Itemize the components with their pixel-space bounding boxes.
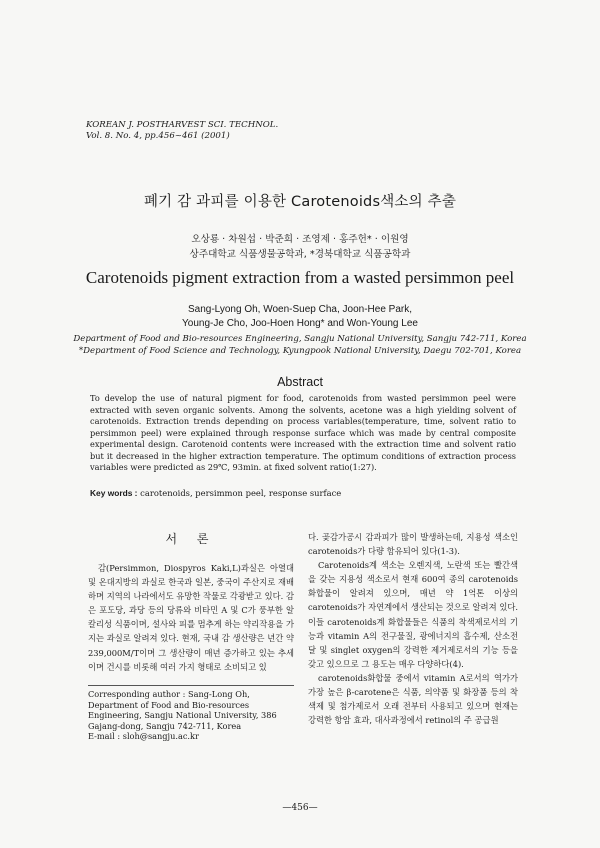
intro-paragraph-right-2: Carotenoids계 색소는 오렌지색, 노란색 또는 빨간색을 갖는 지용성 색소로서 현재 600여 종의 carotenoids 화합물이 알려져 있으며, 매년 약 1억톤 이상의 carotenoids가 자연계에서 생산되는 것으로 알려져 있다. 이들 carotenoids계 화합물들은 식품의 착색제로서의 기능과 vitamin A의 전구물질, 광에너지의 흡수제, 산소전달 및 singlet oxygen의 강력한 제거제로서의 기능 등을 갖고 있으므로 그 용도는 매우 다양하다(4).: [308, 560, 518, 669]
english-authors-line1: Sang-Lyong Oh, Woen-Suep Cha, Joon-Hee Park,: [187, 304, 413, 315]
intro-paragraph-right-3: carotenoids화합물 중에서 vitamin A로서의 역가가 가장 높은 β-carotene은 식품, 의약품 및 화장품 등의 착색제 및 첨가제로서 오래 전부터 사용되고 있으며 현재는 강력한 항암 효과, 대사과정에서 retinol의 주 공급원: [308, 672, 518, 726]
korean-title: 폐기 감 과피를 이용한 Carotenoids색소의 추출: [143, 194, 457, 210]
left-column: [88, 530, 294, 674]
english-authors: [0, 303, 600, 331]
right-column: [308, 530, 518, 727]
correspondence-author: Corresponding author : Sang-Long Oh, Department of Food and Bio-resources Engineering, Sangju National University, 386 Gajang-dong, Sangju 742-711, Korea: [88, 689, 277, 731]
abstract-heading: Abstract: [277, 375, 323, 389]
keywords-label: Key words :: [90, 488, 138, 498]
intro-paragraph-right-1: 다. 곶감가공시 감과피가 많이 발생하는데, 지용성 색소인 carotenoids가 다량 함유되어 있다(1-3).: [308, 532, 518, 557]
korean-authors: 오상룡 · 차원섭 · 박준희 · 조영제 · 홍주헌* · 이원영: [191, 234, 409, 245]
english-affiliation-line2: *Department of Food Science and Technology, Kyungpook National University, Daegu 702-701, Korea: [78, 345, 522, 356]
correspondence-email: E-mail : sloh@sangju.ac.kr: [88, 731, 199, 741]
page-number: —456—: [282, 803, 318, 813]
section-heading: 서 론: [165, 532, 217, 546]
english-title: Carotenoids pigment extraction from a wasted persimmon peel: [85, 268, 515, 287]
keywords: [90, 488, 341, 498]
english-affiliation: [0, 334, 600, 357]
abstract-text: To develop the use of natural pigment for food, carotenoids from wasted persimmon peel were extracted with seven organic solvents. Among the solvents, acetone was a high yielding solvent of carotenoids. Extraction trends depending on process variables(temperature, time, solvent ratio to persimmon peel) were explained through response surface which was made by central composite experimental design. Carotenoid contents were increased with the extraction time and solvent ratio but it decreased in the higher extraction temperature. The optimum conditions of extraction process variables were predicted as 29℃, 93min. at fixed solvent ratio(1:27).: [90, 393, 516, 472]
english-authors-line2: Young-Je Cho, Joo-Hoen Hong* and Won-Young Lee: [182, 318, 418, 329]
korean-affiliation: 상주대학교 식품생물공학과, *경북대학교 식품공학과: [189, 249, 411, 260]
journal-volume: Vol. 8. No. 4, pp.456~461 (2001): [86, 131, 230, 141]
english-affiliation-line1: Department of Food and Bio-resources Engineering, Sangju National University, Sangju 742-711, Korea: [73, 334, 527, 344]
correspondence-footnote: [88, 685, 294, 742]
intro-paragraph-left: 감(Persimmon, Diospyros Kaki,L)과실은 아열대 및 온대지방의 과실로 한국과 일본, 중국이 주산지로 재배하며 지역의 나라에서도 유망한 작물로 각광받고 있다. 감은 포도당, 과당 등의 당류와 비타민 A 및 C가 풍부한 알칼리성 식품이며, 설사와 피를 멈추게 하는 약리작용을 가지는 과실로 알려져 있다. 현재, 국내 감 생산량은 년간 약 239,000M/T이며 그 생산량이 매년 증가하고 있는 추세이며 건시를 비롯해 여러 가지 형태로 소비되고 있: [88, 563, 294, 672]
journal-name: KOREAN J. POSTHARVEST SCI. TECHNOL.: [86, 120, 279, 130]
journal-header: [86, 120, 278, 142]
keywords-text: carotenoids, persimmon peel, response surface: [140, 488, 342, 498]
